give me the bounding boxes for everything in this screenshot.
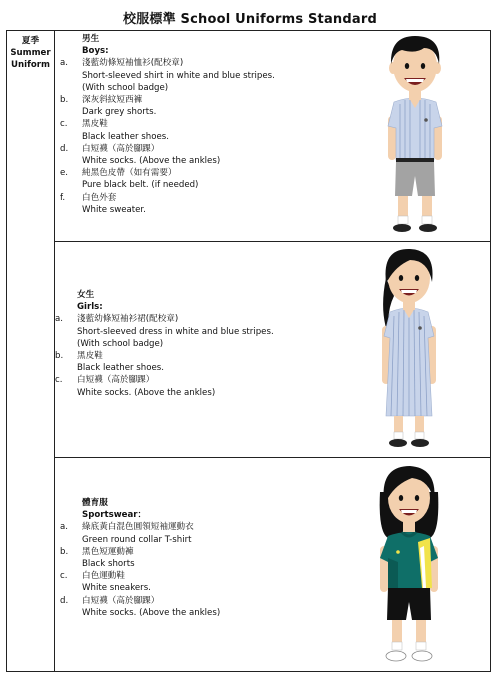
- item-letter: a.: [60, 522, 68, 533]
- item-label-zh: 綠底黃白混色圓領短袖運動衣: [82, 522, 194, 533]
- item-label-zh: 白色外套: [82, 192, 117, 203]
- item-letter: a.: [60, 58, 68, 69]
- sports-item-2: [60, 546, 220, 558]
- boy-uniform-illustration: [380, 34, 450, 240]
- item-label-zh: 黑色短運動褲: [82, 546, 134, 557]
- boys-item-1-en2: [60, 82, 275, 94]
- item-letter: b.: [60, 95, 69, 106]
- item-label-zh: 白短襪（高於腳踝）: [77, 375, 155, 386]
- boys-item-6-en: [60, 204, 275, 216]
- boys-heading-en: Boys:: [82, 46, 109, 57]
- sports-item-list: [60, 521, 220, 619]
- page-title: 校服標準 School Uniforms Standard: [123, 12, 377, 27]
- sports-item-2-en: [60, 558, 220, 570]
- item-label-en: White socks. (Above the ankles): [82, 607, 221, 618]
- boys-item-list: [60, 57, 275, 216]
- season-column: [6, 30, 55, 672]
- item-label-en: Black shorts: [82, 559, 135, 570]
- item-label-en: Black leather shoes.: [77, 363, 164, 374]
- sportswear-illustration: [374, 462, 444, 670]
- girls-item-3-en: [55, 387, 274, 399]
- boys-item-3-en: [60, 131, 275, 143]
- item-letter: b.: [55, 351, 64, 362]
- item-label-en: Pure black belt. (if needed): [82, 180, 199, 191]
- boys-item-2: [60, 94, 275, 106]
- sports-item-3-en: [60, 582, 220, 594]
- item-label-en: Short-sleeved dress in white and blue stripes.: [77, 326, 274, 337]
- girls-section: [55, 289, 274, 399]
- item-label-en: Short-sleeved shirt in white and blue stripes.: [82, 70, 275, 81]
- sports-heading-zh: 體育服: [82, 498, 108, 508]
- item-label-en: (With school badge): [77, 338, 164, 349]
- sports-item-1: [60, 521, 220, 533]
- girl-uniform-illustration: [374, 246, 444, 454]
- girls-heading-zh: 女生: [77, 290, 95, 300]
- item-label-zh: 淺藍幼條短袖恤衫(配校章): [82, 58, 184, 69]
- girls-item-2-en: [55, 362, 274, 374]
- season-label: 夏季 Summer Uniform: [10, 36, 51, 70]
- item-letter: c.: [60, 119, 68, 130]
- boys-item-1-en: [60, 70, 275, 82]
- girls-item-3: [55, 374, 274, 386]
- girls-item-1-en: [55, 326, 274, 338]
- item-label-en: Dark grey shorts.: [82, 107, 157, 118]
- item-letter: f.: [60, 192, 66, 203]
- item-letter: a.: [55, 314, 63, 325]
- item-letter: e.: [60, 168, 69, 179]
- boys-item-4-en: [60, 155, 275, 167]
- boys-item-5: [60, 167, 275, 179]
- boys-item-4: [60, 143, 275, 155]
- girls-item-1-en2: [55, 338, 274, 350]
- item-letter: c.: [55, 375, 63, 386]
- sports-item-1-en: [60, 534, 220, 546]
- item-label-zh: 黑皮鞋: [77, 351, 103, 362]
- boys-item-1: [60, 57, 275, 69]
- item-label-en: White socks. (Above the ankles): [82, 156, 221, 167]
- row-divider-boys-girls: [55, 241, 491, 242]
- item-label-en: Black leather shoes.: [82, 131, 169, 142]
- item-label-en: White socks. (Above the ankles): [77, 387, 216, 398]
- item-label-zh: 深灰斜紋短西褲: [82, 95, 143, 106]
- item-label-zh: 黑皮鞋: [82, 119, 108, 130]
- sports-item-4-en: [60, 607, 220, 619]
- sports-heading-en: Sportswear：: [82, 510, 147, 521]
- item-letter: b.: [60, 546, 69, 557]
- item-label-zh: 白短襪（高於腳踝）: [82, 595, 160, 606]
- item-label-zh: 白短襪（高於腳踝）: [82, 143, 160, 154]
- boys-item-3: [60, 118, 275, 130]
- boys-item-6: [60, 192, 275, 204]
- boys-item-5-en: [60, 179, 275, 191]
- item-label-zh: 白色運動鞋: [82, 571, 125, 582]
- item-letter: c.: [60, 571, 68, 582]
- boys-section: [60, 33, 275, 216]
- boys-item-2-en: [60, 106, 275, 118]
- girls-item-list: [55, 313, 274, 398]
- item-letter: d.: [60, 143, 69, 154]
- sports-item-4: [60, 595, 220, 607]
- girls-item-1: [55, 313, 274, 325]
- girls-item-2: [55, 350, 274, 362]
- sports-item-3: [60, 570, 220, 582]
- item-label-en: Green round collar T-shirt: [82, 534, 192, 545]
- girls-heading-en: Girls:: [77, 302, 103, 313]
- boys-heading-zh: 男生: [82, 34, 100, 44]
- item-label-zh: 純黑色皮帶（如有需要）: [82, 168, 177, 179]
- item-letter: d.: [60, 595, 69, 606]
- item-label-zh: 淺藍幼條短袖衫裙(配校章): [77, 314, 179, 325]
- sportswear-section: [60, 497, 220, 619]
- row-divider-girls-sports: [55, 457, 491, 458]
- item-label-en: White sneakers.: [82, 583, 151, 594]
- item-label-en: (With school badge): [82, 82, 169, 93]
- item-label-en: White sweater.: [82, 204, 146, 215]
